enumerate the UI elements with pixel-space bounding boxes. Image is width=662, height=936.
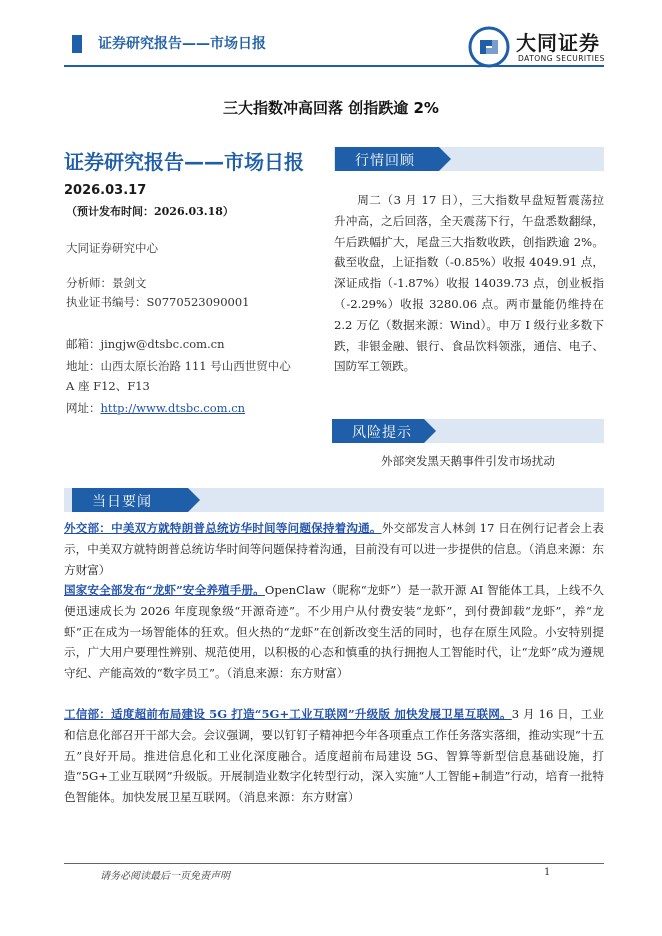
header-section-title: 证券研究报告——市场日报	[98, 36, 266, 52]
report-type-title: 证券研究报告——市场日报	[64, 150, 304, 174]
news-item	[64, 518, 604, 580]
news-headline-link[interactable]: 工信部：适度超前布局建设 5G 打造“5G+工业互联网”升级版 加快发展卫星互联网。	[64, 707, 512, 721]
left-column	[64, 146, 324, 415]
company-logo	[468, 24, 638, 70]
footer-disclaimer: 请务必阅读最后一页免责声明	[100, 871, 230, 882]
footer-divider	[64, 863, 604, 864]
license-number: 执业证书编号：S0770523090001	[66, 295, 250, 309]
logo-icon	[468, 26, 510, 68]
address-line-1: 地址：山西太原长治路 111 号山西世贸中心	[66, 359, 291, 373]
news-headline-link[interactable]: 国家安全部发布“龙虾”安全养殖手册。	[64, 583, 265, 597]
news-body: 外交部发言人林剑 17 日在例行记者会上表示，中美双方就特朗普总统访华时间等问题保持着沟通，目前没有可以进一步提供的信息。（消息来源：东方财富）	[64, 521, 604, 577]
news-body: 3 月 16 日，工业和信息化部召开干部大会。会议强调，要以钉钉子精神把今年各项重点工作任务落实落细，推动实现“十五五”良好开局。推进信息化和工业化深度融合。适度超前布局建设 5G、智算等新型信息基础设施，打造“5G+工业互联网”升级版。开展制造业数字化转型行动，深入实施“人工智能+制造”行动，培育一批特色智能体。加快发展卫星互联网。（消息来源：东方财富）	[64, 707, 604, 805]
analyst: 分析师：景剑文	[66, 276, 147, 290]
news-item	[64, 704, 604, 808]
institute: 大同证券研究中心	[66, 241, 158, 255]
publish-date: （预计发布时间：2026.03.18）	[66, 205, 234, 218]
logo-text-cn: 大同证券	[516, 31, 600, 55]
daily-news-tab: 当日要闻	[72, 488, 188, 512]
news-headline-link[interactable]: 外交部：中美双方就特朗普总统访华时间等问题保持着沟通。	[64, 521, 382, 535]
report-title: 三大指数冲高回落 创指跌逾 2%	[223, 99, 439, 117]
website-link[interactable]: http://www.dtsbc.com.cn	[100, 401, 246, 415]
news-body: OpenClaw（昵称“龙虾”）是一款开源 AI 智能体工具，上线不久便迅速成长为 2026 年度现象级“开源奇迹”。不少用户从付费安装“龙虾”，到付费卸载“龙虾”，养“龙虾”正在成为一场智能体的狂欢。但火热的“龙虾”在创新改变生活的同时，也存在原生风险。小安特别提示，广大用户要理性辨别、规范使用，以积极的心态和慎重的执行拥抱人工智能时代，让“龙虾”成为遵规守纪、产能高效的“数字员工”。（消息来源：东方财富）	[64, 583, 604, 681]
header-marker	[72, 35, 82, 53]
page-number: 1	[544, 867, 551, 878]
email: 邮箱：jingjw@dtsbc.com.cn	[66, 337, 225, 351]
market-review-paragraph: 周二（3 月 17 日），三大指数早盘短暂震荡拉升冲高，之后回落，全天震荡下行，午盘悉数翻绿，午后跌幅扩大，尾盘三大指数收跌，创指跌逾 2%。截至收盘，上证指数（-0.85%）收报 4049.91 点，深证成指（-1.87%）收报 14039.73 点，创业板指（-2.29%）收报 3280.06 点。两市量能仍维持在 2.2 万亿（数据来源：Wind）。申万 I 级行业多数下跌，非银金融、银行、食品饮料领涨，通信、电子、国防军工领跌。	[334, 193, 604, 374]
risk-warning-text: 外部突发黑天鹅事件引发市场扰动	[381, 454, 555, 468]
website-label: 网址：	[66, 401, 101, 415]
market-review-tab: 行情回顾	[335, 147, 439, 171]
report-date: 2026.03.17	[64, 183, 147, 198]
address-line-2: A 座 F12、F13	[66, 379, 150, 393]
header-divider	[64, 65, 604, 67]
risk-warning-tab: 风险提示	[332, 419, 424, 443]
website	[66, 400, 245, 416]
logo-text-en: DATONG SECURITIES	[518, 54, 605, 63]
market-review-text	[334, 190, 604, 377]
news-item	[64, 580, 604, 684]
